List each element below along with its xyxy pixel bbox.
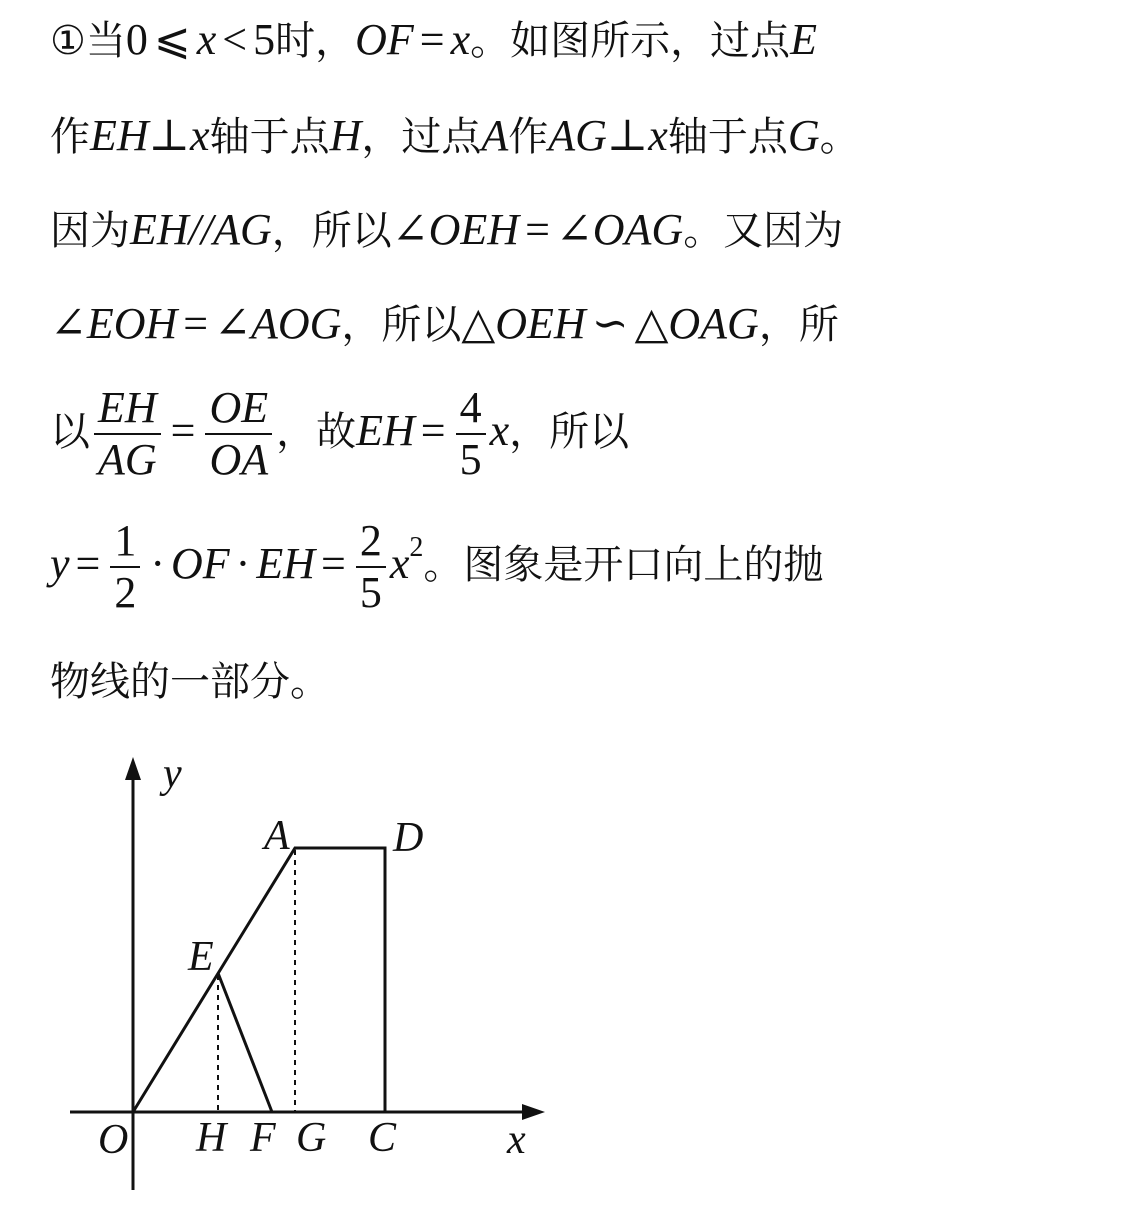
math-operator: · [235, 539, 251, 589]
math-operator: = [420, 406, 446, 456]
label-h: H [196, 1115, 227, 1161]
text-segment: 作 [508, 114, 549, 160]
math-exponent: 2 [409, 532, 424, 564]
math-expression: △OEH [461, 299, 586, 348]
math-operator: = [170, 406, 196, 456]
math-operator: = [419, 15, 445, 64]
text-segment: ，所 [758, 302, 839, 348]
math-expression: ∠OEH [391, 205, 520, 254]
math-variable: EH [90, 111, 149, 160]
math-variable: OF [171, 539, 230, 589]
math-variable: x [196, 15, 217, 64]
math-expression: ∠EOH [50, 299, 178, 348]
math-expression: ∠OAG [555, 205, 684, 254]
fraction-numerator: 2 [356, 518, 386, 568]
math-number: 5 [253, 15, 276, 64]
text-segment: 时， [275, 18, 356, 64]
math-expression: △OAG [634, 299, 759, 348]
math-operator: ⊥ [606, 111, 649, 160]
label-d: D [393, 815, 424, 861]
text-segment: 轴于点 [667, 114, 788, 160]
math-operator: · [150, 539, 166, 589]
text-segment: 。又因为 [683, 208, 844, 254]
math-operator: = [320, 539, 346, 589]
math-variable: EH [256, 539, 315, 589]
math-operator: ⩽ [153, 15, 191, 64]
text-segment: 。如图所示，过点 [470, 18, 791, 64]
text-segment: ，所以 [509, 409, 630, 456]
math-variable: x [450, 15, 471, 64]
fraction-denominator: AG [98, 435, 157, 485]
fraction-denominator: 2 [114, 568, 137, 618]
math-variable: AG [548, 111, 607, 160]
label-g: G [296, 1115, 327, 1161]
math-variable: x [489, 406, 510, 456]
math-variable: A [481, 111, 509, 160]
fraction-numerator: OE [205, 385, 272, 435]
text-segment: ①当 [50, 18, 126, 64]
math-operator: ∽ [591, 299, 629, 348]
text-segment: 物线的一部分。 [50, 659, 330, 705]
math-variable: E [790, 15, 817, 64]
math-expression: ∠AOG [214, 299, 342, 348]
math-variable: x [190, 111, 210, 160]
text-segment: ，故 [276, 409, 357, 456]
math-number: 0 [125, 15, 148, 64]
math-operator: = [183, 299, 209, 348]
y-axis-arrow-icon [125, 757, 141, 780]
math-variable: G [787, 111, 820, 160]
text-segment: 。图象是开口向上的抛 [423, 542, 824, 589]
label-e: E [188, 934, 214, 980]
text-segment: 。 [819, 114, 860, 160]
label-o: O [98, 1117, 129, 1163]
fraction-numerator: 1 [110, 518, 140, 568]
fraction-denominator: OA [209, 435, 269, 485]
fraction-denominator: 5 [459, 435, 482, 485]
label-c: C [368, 1115, 397, 1161]
math-variable: y [50, 539, 70, 589]
text-segment: 以 [50, 409, 90, 456]
label-f: F [250, 1115, 276, 1161]
text-segment: ，过点 [361, 114, 482, 160]
fraction-numerator: 4 [456, 385, 486, 435]
text-segment: ，所以 [271, 208, 392, 254]
math-variable: x [648, 111, 668, 160]
math-operator: = [75, 539, 101, 589]
label-a: A [264, 813, 290, 859]
segment-ef [218, 973, 272, 1112]
text-segment: ，所以 [341, 302, 462, 348]
math-variable: OF [355, 15, 414, 64]
trapezoid-oadc [133, 848, 385, 1112]
math-operator: < [222, 15, 248, 64]
math-expression: EH//AG [130, 205, 272, 254]
math-variable: x [389, 539, 410, 589]
math-variable: EH [356, 406, 415, 456]
math-operator: = [525, 205, 550, 254]
math-variable: H [329, 111, 362, 160]
fraction-denominator: 5 [359, 568, 382, 618]
fraction-numerator: EH [94, 385, 161, 435]
label-y: y [163, 751, 182, 797]
text-segment: 作 [50, 114, 90, 160]
text-segment: 因为 [50, 208, 130, 254]
math-operator: ⊥ [148, 111, 191, 160]
label-x: x [507, 1117, 526, 1163]
text-segment: 轴于点 [209, 114, 330, 160]
